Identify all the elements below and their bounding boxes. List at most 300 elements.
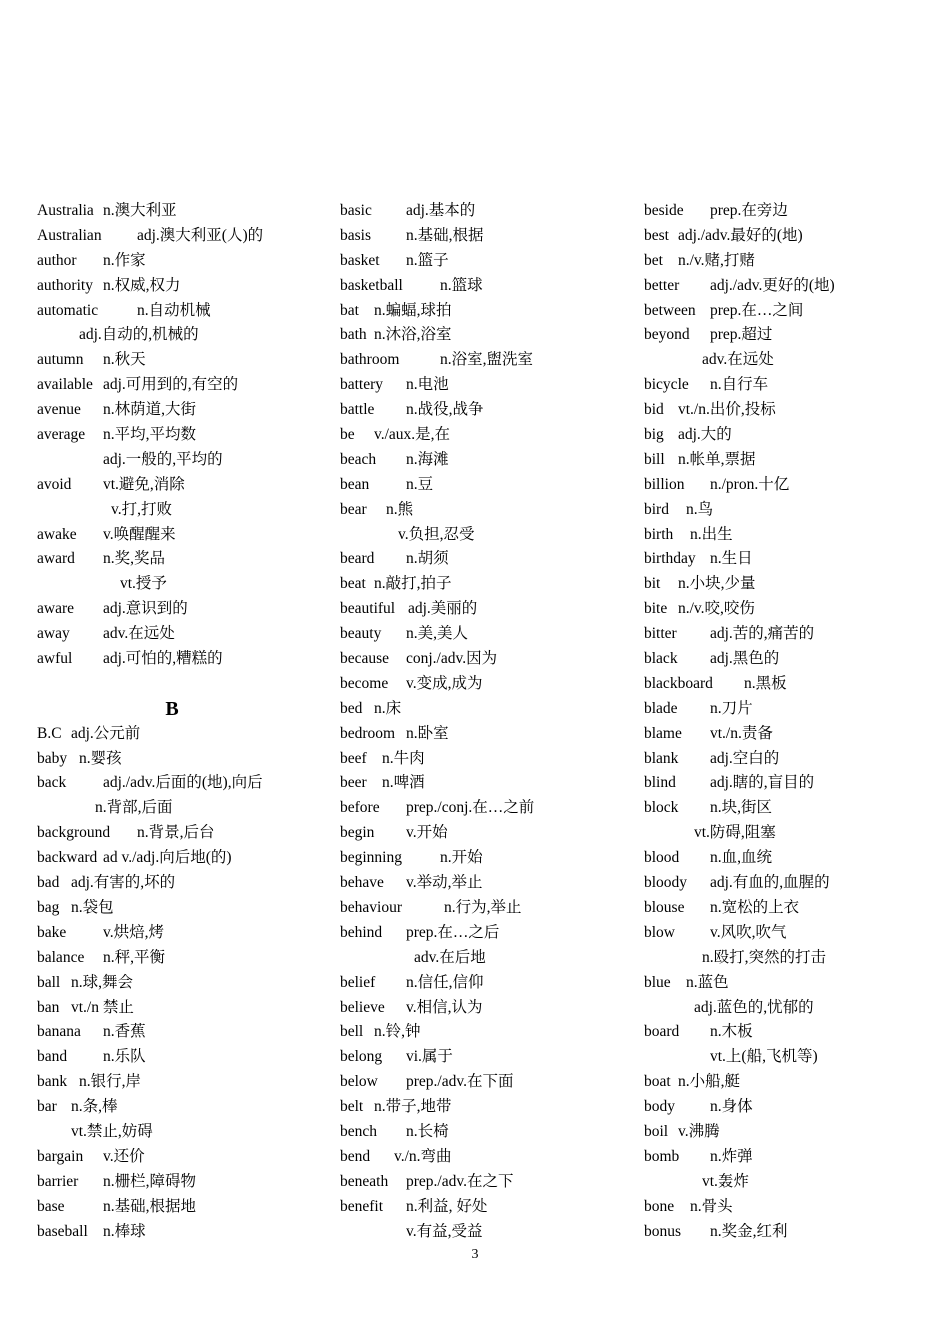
- entry-word: ban: [37, 998, 60, 1016]
- dictionary-entry: [644, 722, 944, 747]
- entry-definition: adv.在远处: [103, 625, 175, 643]
- dictionary-entry: [37, 896, 337, 921]
- entry-definition: n.背景,后台: [137, 824, 215, 842]
- entry-word: big: [644, 426, 664, 444]
- entry-definition: adj.空白的: [710, 749, 780, 767]
- entry-definition: n.袋包: [71, 898, 114, 916]
- entry-definition: n.胡须: [406, 550, 449, 568]
- dictionary-entry: [37, 846, 337, 871]
- entry-definition: n.熊: [386, 500, 414, 518]
- column-3: [644, 199, 944, 1244]
- dictionary-entry: [644, 572, 944, 597]
- entry-word: bedroom: [340, 724, 396, 742]
- entry-word: bone: [644, 1197, 675, 1215]
- entry-word: bid: [644, 401, 664, 419]
- entry-definition: n.小船,艇: [678, 1073, 741, 1091]
- entry-word: banana: [37, 1023, 81, 1041]
- entry-word: basis: [340, 226, 371, 244]
- entry-definition: adj./adv.最好的(地): [678, 226, 803, 244]
- dictionary-entry: [37, 996, 337, 1021]
- dictionary-entry: [340, 672, 640, 697]
- dictionary-entry: [37, 224, 337, 249]
- entry-word: base: [37, 1197, 65, 1215]
- dictionary-entry: [644, 299, 944, 324]
- dictionary-entry: [644, 1195, 944, 1220]
- entry-word: become: [340, 674, 389, 692]
- entry-definition: v./n.弯曲: [394, 1147, 452, 1165]
- entry-word: Australia: [37, 202, 94, 219]
- entry-definition: n.啤酒: [382, 774, 425, 792]
- entry-definition: vt.防碍,阻塞: [694, 824, 776, 842]
- entry-word: average: [37, 426, 86, 444]
- dictionary-entry: [340, 1145, 640, 1170]
- entry-word: bitter: [644, 625, 677, 643]
- entry-definition: n.铃,钟: [374, 1023, 421, 1041]
- spacer: [37, 672, 337, 697]
- entry-definition: n.棒球: [103, 1222, 146, 1240]
- dictionary-entry: [644, 348, 944, 373]
- dictionary-entry: [340, 348, 640, 373]
- dictionary-entry: [644, 946, 944, 971]
- entry-definition: vt.避免,消除: [103, 475, 185, 493]
- entry-word: board: [644, 1023, 680, 1041]
- dictionary-entry: [644, 1220, 944, 1245]
- entry-definition: n.秤,平衡: [103, 948, 166, 966]
- entry-definition: adj.有害的,坏的: [71, 874, 176, 892]
- entry-word: bird: [644, 500, 669, 518]
- entry-definition: n.海滩: [406, 450, 449, 468]
- dictionary-entry: [644, 971, 944, 996]
- dictionary-entry: [340, 274, 640, 299]
- entry-definition: n./v.咬,咬伤: [678, 600, 755, 618]
- dictionary-entry: [644, 1070, 944, 1095]
- entry-word: belief: [340, 973, 376, 991]
- dictionary-entry: [644, 672, 944, 697]
- entry-word: bill: [644, 450, 665, 468]
- dictionary-entry: [644, 274, 944, 299]
- entry-word: better: [644, 276, 680, 294]
- dictionary-entry: [37, 373, 337, 398]
- dictionary-entry: [644, 249, 944, 274]
- entry-word: avenue: [37, 401, 81, 419]
- entry-definition: adj.有血的,血腥的: [710, 874, 830, 892]
- dictionary-entry: [340, 1020, 640, 1045]
- dictionary-entry: [644, 921, 944, 946]
- entry-definition: prep./adv.在下面: [406, 1073, 514, 1091]
- entry-definition: n.骨头: [690, 1197, 733, 1215]
- entry-definition: n.信任,信仰: [406, 973, 484, 991]
- entry-definition: v.负担,忍受: [398, 525, 475, 543]
- entry-definition: prep.在…之后: [406, 923, 500, 941]
- dictionary-entry: [340, 946, 640, 971]
- entry-word: boat: [644, 1073, 671, 1091]
- entry-definition: n.基础,根据地: [103, 1197, 197, 1215]
- dictionary-entry: [340, 597, 640, 622]
- entry-word: blow: [644, 923, 675, 941]
- entry-definition: n.香蕉: [103, 1023, 146, 1041]
- entry-definition: n.刀片: [710, 699, 753, 717]
- entry-definition: n.林荫道,大街: [103, 401, 197, 419]
- entry-definition: n.敲打,拍子: [374, 575, 452, 593]
- dictionary-entry: [644, 996, 944, 1021]
- entry-definition: adj.公元前: [71, 724, 141, 742]
- dictionary-entry: [340, 448, 640, 473]
- dictionary-entry: [340, 996, 640, 1021]
- entry-definition: n.卧室: [406, 724, 449, 742]
- entry-word: available: [37, 376, 93, 394]
- dictionary-entry: [340, 1220, 640, 1245]
- entry-definition: adj.澳大利亚(人)的: [137, 226, 264, 244]
- dictionary-entry: [644, 597, 944, 622]
- entry-definition: adj./adv.后面的(地),向后: [103, 774, 263, 792]
- entry-word: bag: [37, 898, 60, 916]
- dictionary-entry: [644, 821, 944, 846]
- entry-definition: adj.基本的: [406, 202, 476, 219]
- entry-definition: n./pron.十亿: [710, 475, 790, 493]
- dictionary-entry: [644, 697, 944, 722]
- page-number: 3: [471, 1247, 479, 1262]
- entry-definition: n./v.赌,打赌: [678, 251, 755, 269]
- dictionary-entry: [340, 1045, 640, 1070]
- entry-definition: n.澳大利亚: [103, 202, 177, 219]
- entry-word: bite: [644, 600, 668, 618]
- dictionary-entry: [37, 1095, 337, 1120]
- entry-definition: vt.上(船,飞机等): [710, 1048, 818, 1066]
- dictionary-entry: [37, 1020, 337, 1045]
- dictionary-entry: [644, 448, 944, 473]
- entry-definition: n.木板: [710, 1023, 753, 1041]
- dictionary-entry: [340, 896, 640, 921]
- dictionary-entry: [644, 1020, 944, 1045]
- entry-word: baseball: [37, 1222, 88, 1240]
- entry-definition: n.豆: [406, 475, 434, 493]
- entry-definition: adj.意识到的: [103, 600, 188, 618]
- entry-definition: prep.在…之间: [710, 301, 804, 319]
- dictionary-entry: [644, 896, 944, 921]
- entry-word: beyond: [644, 326, 690, 344]
- entry-word: author: [37, 251, 77, 269]
- dictionary-entry: [644, 1120, 944, 1145]
- dictionary-entry: [644, 1095, 944, 1120]
- entry-word: behave: [340, 874, 384, 892]
- entry-word: authority: [37, 276, 93, 294]
- entry-word: belt: [340, 1098, 364, 1116]
- entry-word: before: [340, 799, 380, 817]
- entry-definition: n.篮球: [440, 276, 483, 294]
- entry-definition: adj.可怕的,糟糕的: [103, 650, 223, 668]
- dictionary-entry: [37, 1195, 337, 1220]
- dictionary-entry: [37, 1070, 337, 1095]
- dictionary-entry: [644, 473, 944, 498]
- dictionary-entry: [644, 323, 944, 348]
- entry-word: award: [37, 550, 75, 568]
- entry-word: beard: [340, 550, 375, 568]
- dictionary-entry: [37, 473, 337, 498]
- entry-word: blouse: [644, 898, 685, 916]
- entry-definition: v.有益,受益: [406, 1222, 483, 1240]
- dictionary-entry: [644, 796, 944, 821]
- section-heading: B: [165, 697, 179, 720]
- dictionary-entry: [340, 821, 640, 846]
- dictionary-entry: [340, 1095, 640, 1120]
- dictionary-entry: [37, 747, 337, 772]
- entry-definition: n.血,血统: [710, 849, 773, 867]
- dictionary-entry: [340, 523, 640, 548]
- entry-definition: n.基础,根据: [406, 226, 484, 244]
- entry-definition: n.平均,平均数: [103, 426, 197, 444]
- column-1: [37, 199, 337, 1244]
- entry-word: band: [37, 1048, 68, 1066]
- dictionary-entry: [644, 747, 944, 772]
- entry-definition: n.牛肉: [382, 749, 425, 767]
- dictionary-entry: [340, 1070, 640, 1095]
- dictionary-entry: [37, 249, 337, 274]
- entry-word: birthday: [644, 550, 696, 568]
- dictionary-entry: [644, 523, 944, 548]
- entry-definition: n.奖金,红利: [710, 1222, 788, 1240]
- dictionary-entry: [340, 771, 640, 796]
- entry-word: beef: [340, 749, 367, 767]
- entry-definition: n.黑板: [744, 674, 787, 692]
- entry-definition: adv.在后地: [414, 948, 486, 966]
- entry-definition: n.身体: [710, 1098, 753, 1116]
- entry-word: basic: [340, 202, 372, 219]
- entry-word: best: [644, 226, 669, 244]
- dictionary-entry: [644, 1045, 944, 1070]
- entry-word: bit: [644, 575, 661, 593]
- dictionary-entry: [37, 1145, 337, 1170]
- entry-word: blade: [644, 699, 678, 717]
- entry-definition: n.美,美人: [406, 625, 469, 643]
- entry-definition: n.沐浴,浴室: [374, 326, 452, 344]
- entry-word: beside: [644, 202, 684, 219]
- entry-word: bloody: [644, 874, 688, 892]
- dictionary-entry: [37, 398, 337, 423]
- entry-definition: n.炸弹: [710, 1147, 753, 1165]
- entry-word: blackboard: [644, 674, 713, 692]
- dictionary-entry: [340, 1120, 640, 1145]
- entry-definition: n.栅栏,障碍物: [103, 1172, 197, 1190]
- dictionary-entry: [644, 224, 944, 249]
- entry-word: basket: [340, 251, 380, 269]
- dictionary-entry: [644, 398, 944, 423]
- entry-word: aware: [37, 600, 74, 618]
- entry-definition: adj.蓝色的,忧郁的: [694, 998, 814, 1016]
- entry-definition: n.开始: [440, 849, 483, 867]
- entry-word: bed: [340, 699, 363, 717]
- entry-word: blind: [644, 774, 676, 792]
- entry-definition: n.块,街区: [710, 799, 773, 817]
- dictionary-entry: [37, 547, 337, 572]
- dictionary-entry: [644, 498, 944, 523]
- entry-definition: v.举动,举止: [406, 874, 483, 892]
- entry-definition: n.战役,战争: [406, 401, 484, 419]
- entry-word: away: [37, 625, 70, 643]
- entry-word: bicycle: [644, 376, 689, 394]
- dictionary-entry: [340, 1195, 640, 1220]
- entry-definition: n.电池: [406, 376, 449, 394]
- entry-word: beer: [340, 774, 367, 792]
- dictionary-entry: [37, 1045, 337, 1070]
- entry-definition: adj.一般的,平均的: [103, 450, 223, 468]
- entry-word: belong: [340, 1048, 383, 1066]
- entry-word: blame: [644, 724, 682, 742]
- entry-word: background: [37, 824, 111, 842]
- entry-definition: n.权威,权力: [103, 276, 181, 294]
- entry-definition: n.带子,地带: [374, 1098, 452, 1116]
- dictionary-entry: [644, 199, 944, 224]
- entry-definition: adv.在远处: [702, 351, 774, 369]
- entry-word: black: [644, 650, 678, 668]
- column-2: [340, 199, 640, 1244]
- entry-definition: n.长椅: [406, 1122, 449, 1140]
- entry-word: bomb: [644, 1147, 680, 1165]
- entry-definition: n.生日: [710, 550, 753, 568]
- entry-definition: adj.可用到的,有空的: [103, 376, 239, 394]
- entry-word: bank: [37, 1073, 68, 1091]
- entry-definition: n.作家: [103, 251, 146, 269]
- entry-definition: n.婴孩: [79, 749, 122, 767]
- entry-definition: v.烘焙,烤: [103, 923, 164, 941]
- entry-definition: prep.超过: [710, 326, 773, 344]
- entry-word: beneath: [340, 1172, 389, 1190]
- entry-definition: v.开始: [406, 824, 448, 842]
- dictionary-entry: [644, 373, 944, 398]
- entry-definition: n.银行,岸: [79, 1073, 142, 1091]
- dictionary-entry: [37, 796, 337, 821]
- dictionary-entry: [340, 498, 640, 523]
- entry-word: bear: [340, 500, 367, 518]
- entry-definition: adj.黑色的: [710, 650, 780, 668]
- dictionary-entry: [340, 323, 640, 348]
- entry-word: body: [644, 1098, 675, 1116]
- entry-word: battle: [340, 401, 375, 419]
- dictionary-entry: [37, 622, 337, 647]
- entry-definition: n.背部,后面: [95, 799, 173, 817]
- entry-word: bell: [340, 1023, 364, 1041]
- dictionary-entry: [37, 323, 337, 348]
- dictionary-entry: [340, 747, 640, 772]
- entry-word: beautiful: [340, 600, 396, 618]
- entry-word: beat: [340, 575, 366, 593]
- dictionary-entry: [37, 1120, 337, 1145]
- dictionary-entry: [340, 971, 640, 996]
- dictionary-entry: [340, 846, 640, 871]
- dictionary-entry: [37, 523, 337, 548]
- dictionary-entry: [37, 572, 337, 597]
- entry-word: behind: [340, 923, 383, 941]
- dictionary-entry: [37, 498, 337, 523]
- entry-word: boil: [644, 1122, 669, 1140]
- dictionary-entry: [340, 398, 640, 423]
- dictionary-entry: [37, 921, 337, 946]
- entry-definition: n.帐单,票据: [678, 450, 756, 468]
- entry-word: bake: [37, 923, 67, 941]
- entry-definition: v.风吹,吹气: [710, 923, 787, 941]
- entry-word: bench: [340, 1122, 378, 1140]
- entry-definition: v.相信,认为: [406, 998, 483, 1016]
- entry-definition: v.打,打败: [111, 500, 172, 518]
- entry-word: be: [340, 426, 355, 444]
- entry-word: B.C: [37, 724, 62, 742]
- dictionary-entry: [644, 423, 944, 448]
- entry-definition: prep./conj.在…之前: [406, 799, 535, 817]
- dictionary-entry: [644, 1170, 944, 1195]
- dictionary-entry: [37, 1220, 337, 1245]
- dictionary-entry: [37, 946, 337, 971]
- entry-word: automatic: [37, 301, 99, 319]
- dictionary-entry: [340, 473, 640, 498]
- dictionary-entry: [340, 199, 640, 224]
- entry-word: avoid: [37, 475, 72, 493]
- entry-word: believe: [340, 998, 385, 1016]
- entry-word: bean: [340, 475, 370, 493]
- entry-definition: adj.美丽的: [408, 600, 478, 618]
- dictionary-entry: [37, 722, 337, 747]
- entry-word: blood: [644, 849, 680, 867]
- dictionary-entry: [644, 871, 944, 896]
- dictionary-entry: [37, 423, 337, 448]
- dictionary-entry: [340, 871, 640, 896]
- entry-word: balance: [37, 948, 85, 966]
- entry-word: backward: [37, 849, 98, 867]
- dictionary-entry: [340, 224, 640, 249]
- entry-definition: conj./adv.因为: [406, 650, 498, 668]
- entry-definition: n.条,棒: [71, 1098, 118, 1116]
- dictionary-entry: [37, 199, 337, 224]
- entry-word: battery: [340, 376, 384, 394]
- entry-definition: n.篮子: [406, 251, 449, 269]
- entry-definition: n.宽松的上衣: [710, 898, 800, 916]
- entry-word: awful: [37, 650, 73, 668]
- entry-definition: n.利益, 好处: [406, 1197, 488, 1215]
- entry-word: block: [644, 799, 679, 817]
- dictionary-entry: [37, 871, 337, 896]
- entry-definition: adj.瞎的,盲目的: [710, 774, 815, 792]
- dictionary-entry: [340, 1170, 640, 1195]
- dictionary-entry: [37, 348, 337, 373]
- entry-definition: vt.授予: [120, 575, 167, 593]
- entry-word: bat: [340, 301, 359, 319]
- dictionary-entry: [644, 771, 944, 796]
- dictionary-entry: [340, 547, 640, 572]
- entry-definition: vt./n.出价,投标: [678, 401, 776, 419]
- dictionary-entry: [37, 299, 337, 324]
- dictionary-entry: [644, 622, 944, 647]
- entry-definition: n.秋天: [103, 351, 146, 369]
- dictionary-entry: [37, 647, 337, 672]
- entry-word: ball: [37, 973, 61, 991]
- entry-word: autumn: [37, 351, 84, 369]
- dictionary-entry: [644, 647, 944, 672]
- entry-word: behaviour: [340, 898, 402, 916]
- entry-word: barrier: [37, 1172, 79, 1190]
- entry-definition: vt./n 禁止: [71, 998, 134, 1016]
- entry-definition: adj./adv.更好的(地): [710, 276, 835, 294]
- entry-word: awake: [37, 525, 77, 543]
- dictionary-entry: [340, 423, 640, 448]
- entry-definition: n.自动机械: [137, 301, 211, 319]
- entry-word: beginning: [340, 849, 402, 867]
- dictionary-entry: [340, 299, 640, 324]
- entry-word: bet: [644, 251, 663, 269]
- dictionary-entry: [37, 771, 337, 796]
- entry-definition: n.蓝色: [686, 973, 729, 991]
- entry-definition: adj.苦的,痛苦的: [710, 625, 815, 643]
- entry-definition: n.奖,奖品: [103, 550, 166, 568]
- entry-definition: n.床: [374, 699, 402, 717]
- dictionary-entry: [340, 647, 640, 672]
